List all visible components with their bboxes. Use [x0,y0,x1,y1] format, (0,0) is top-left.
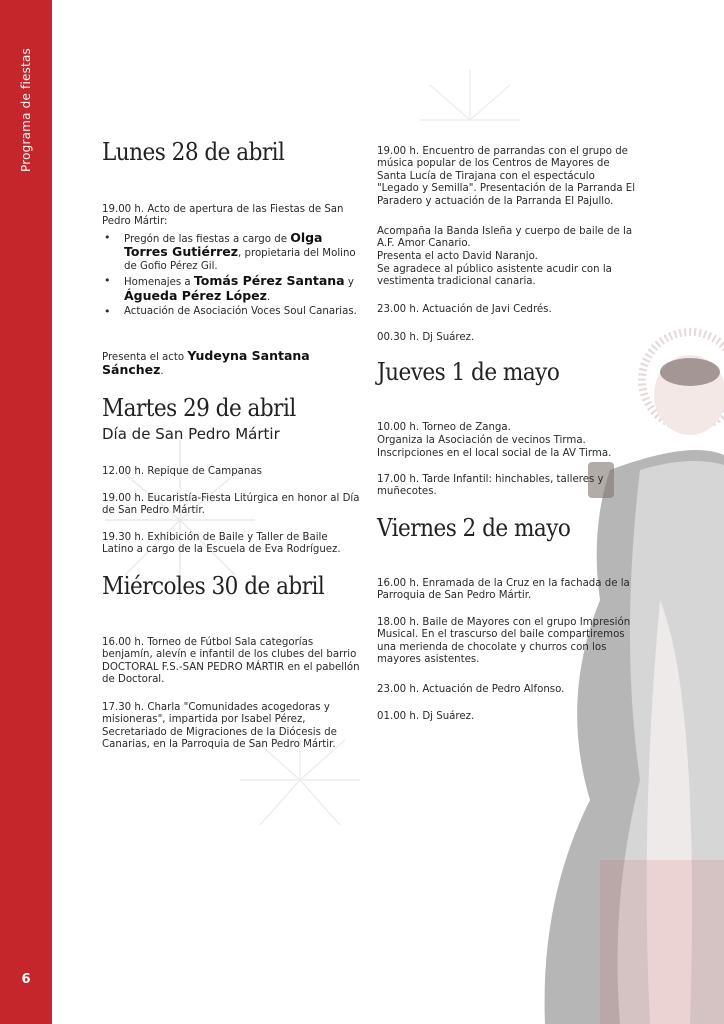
event-item-detail: Presenta el acto David Naranjo. [377,251,538,262]
event-item-detail: Acompaña la Banda Isleña y cuerpo de baile de la A.F. Amor Canario. [377,226,633,250]
day-subheading: Día de San Pedro Mártir [102,425,280,443]
event-item: 17.30 h. Charla "Comunidades acogedoras y misioneras", impartida por Isabel Pérez, Secretariado de Migraciones de la Diócesis de Canarias, en la Parroquia de San Pedro Mártir. [102,702,337,751]
event-item-detail: Se agradece al público asistente acudir con la vestimenta tradicional canaria. [377,264,612,288]
event-item: 19.30 h. Exhibición de Baile y Taller de Baile Latino a cargo de la Escuela de Eva Rodríguez. [102,532,341,556]
presenter-line: Presenta el acto Yudeyna Santana Sánchez. [102,348,310,378]
event-item: 19.00 h. Encuentro de parrandas con el grupo de música popular de los Centros de Mayores de Santa Lucía de Tirajana con el espectáculo "Legado y Semilla". Presentación de la Parranda El Paradero y actuación de la Parranda El Pajullo. [377,146,636,207]
event-item: 10.00 h. Torneo de Zanga. [377,422,511,433]
lunes-bullet-list [102,232,362,320]
event-item: 18.00 h. Baile de Mayores con el grupo Impresión Musical. En el trascurso del baile compartiremos una merienda de chocolate y churros con los mayores asistentes. [377,617,631,666]
list-item: • Actuación de Asociación Voces Soul Canarias. [102,306,362,318]
day-heading-jueves: Jueves 1 de mayo [377,358,560,386]
event-opening: 19.00 h. Acto de apertura de las Fiestas de San Pedro Mártir: [102,204,344,228]
day-heading-lunes: Lunes 28 de abril [102,138,285,166]
list-item: • Homenajes a Tomás Pérez Santana y Águeda Pérez López. [102,275,362,304]
event-item-detail: Organiza la Asociación de vecinos Tirma. [377,435,586,446]
event-item: 01.00 h. Dj Suárez. [377,711,475,722]
event-item: 23.00 h. Actuación de Javi Cedrés. [377,304,552,315]
event-item: 12.00 h. Repique de Campanas [102,466,262,477]
event-item: 16.00 h. Enramada de la Cruz en la fachada de la Parroquia de San Pedro Mártir. [377,578,630,602]
person-name: Olga Torres Gutiérrez [124,230,323,260]
day-heading-viernes: Viernes 2 de mayo [377,514,571,542]
list-item: • Pregón de las fiestas a cargo de Olga Torres Gutiérrez, propietaria del Molino de Gofio Pérez Gil. [102,232,362,273]
person-name: Yudeyna Santana Sánchez [102,348,310,378]
event-item: 17.00 h. Tarde Infantil: hinchables, talleres y muñecotes. [377,474,604,498]
day-heading-martes: Martes 29 de abril [102,394,296,422]
person-name: Águeda Pérez López [124,287,267,303]
event-item: 23.00 h. Actuación de Pedro Alfonso. [377,684,565,695]
firework-burst-icon [420,70,520,120]
event-item-detail: Inscripciones en el local social de la AV Tirma. [377,448,612,459]
event-item: 16.00 h. Torneo de Fútbol Sala categorías benjamín, alevín e infantil de los clubes del barrio DOCTORAL F.S.-SAN PEDRO MÁRTIR en el pabellón de Doctoral. [102,637,360,686]
page-number: 6 [21,972,31,987]
person-name: Tomás Pérez Santana [193,273,345,289]
event-item: 19.00 h. Eucaristía-Fiesta Litúrgica en honor al Día de San Pedro Mártir. [102,493,360,517]
day-heading-miercoles: Miércoles 30 de abril [102,572,325,600]
section-label: Programa de fiestas [19,48,33,172]
event-item: 00.30 h. Dj Suárez. [377,332,475,343]
